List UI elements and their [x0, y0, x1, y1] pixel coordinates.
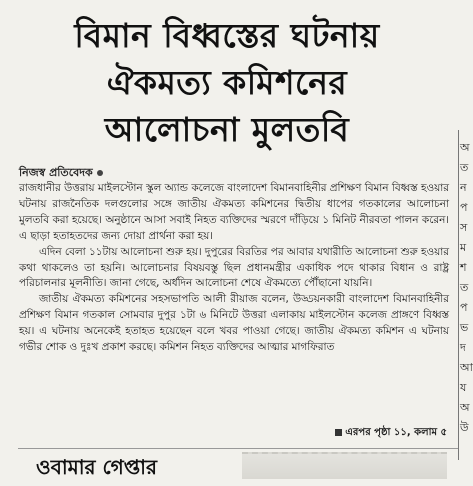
square-bullet-icon	[335, 429, 342, 436]
byline-text: নিজস্ব প্রতিবেদক	[19, 166, 93, 179]
margin-char: অ	[460, 141, 470, 154]
adjacent-column-fragment	[460, 138, 473, 438]
margin-char: য	[460, 381, 467, 394]
photo-fragment	[242, 452, 447, 479]
margin-char: শ	[460, 261, 467, 274]
article-body	[19, 181, 449, 356]
paragraph-2: এদিন বেলা ১১টায় আলোচনা শুরু হয়। দুপুরের বিরতির পর আবার যথারীতি আলোচনা শুরু হওয়ার কথা থাকলেও তা হয়নি। আলোচনার বিষয়বস্তু ছিল প্রধানমন্ত্রীর একাধিক পদে থাকার বিধান ও রাষ্ট্র পরিচালনার মূলনীতি। জানা গেছে, অর্ধদিন আলোচনা শেষে ঐকমত্যে পৌঁছানো যায়নি।	[19, 245, 449, 290]
margin-char: প	[460, 201, 468, 214]
margin-char: উ	[460, 421, 469, 434]
continued-reference	[335, 425, 447, 442]
section-divider	[18, 448, 458, 449]
column-divider	[458, 130, 459, 460]
headline-line-3: আলোচনা মুলতবি	[104, 110, 350, 149]
margin-char: প	[460, 301, 468, 314]
margin-char: আ	[460, 361, 473, 374]
bullet-icon	[97, 170, 103, 176]
margin-char: ম	[460, 241, 467, 254]
next-article-headline: ওবামার গেপ্তার	[36, 455, 157, 479]
paragraph-3: জাতীয় ঐকমত্য কমিশনের সহসভাপতি আলী রীয়াজ বলেন, উড্ডয়নকারী বাংলাদেশ বিমানবাহিনীর প্রশিক্ষণ বিমান গতকাল সোমবার দুপুর ১টা ৬ মিনিটে উত্তরা এলাকায় মাইলস্টোন কলেজ প্রাঙ্গণে বিধ্বস্ত হয়। এ ঘটনায় অনেকেই হতাহত হয়েছেন বলে খবর পাওয়া গেছে। জাতীয় ঐকমত্য কমিশন এ ঘটনায় গভীর শোক ও দুঃখ প্রকাশ করছে। কমিশন নিহত ব্যক্তিদের আত্মার মাগফিরাত	[19, 293, 449, 354]
headline-line-1: বিমান বিধ্বস্তের ঘটনায়	[74, 16, 380, 55]
margin-char: স	[460, 221, 468, 234]
margin-char: দ	[460, 341, 466, 354]
paragraph-1: রাজধানীর উত্তরায় মাইলস্টোন স্কুল অ্যান্ড কলেজে বাংলাদেশ বিমানবাহিনীর প্রশিক্ষণ বিমান বিধ্বস্ত হওয়ার ঘটনায় রাজনৈতিক দলগুলোর সঙ্গে জাতীয় ঐকমত্য কমিশনের দ্বিতীয় ধাপের গতকালের আলোচনা মুলতবি করা হয়েছে। অনুষ্ঠানে আসা সবাই নিহত ব্যক্তিদের স্মরণে দাঁড়িয়ে ১ মিনিট নীরবতা পালন করেন। এ ছাড়া হতাহতদের জন্য দোয়া প্রার্থনা করা হয়।	[19, 182, 449, 242]
margin-char: ভ	[460, 321, 469, 334]
margin-char: ত	[460, 281, 469, 294]
continued-text: এরপর পৃষ্ঠা ১১, কলাম ৫	[345, 427, 447, 438]
margin-char: ত	[460, 161, 469, 174]
headline-line-2: ঐকমত্য কমিশনের	[106, 63, 348, 102]
headline	[18, 12, 436, 153]
margin-char: অ	[460, 401, 470, 414]
margin-char: ন	[460, 181, 467, 194]
